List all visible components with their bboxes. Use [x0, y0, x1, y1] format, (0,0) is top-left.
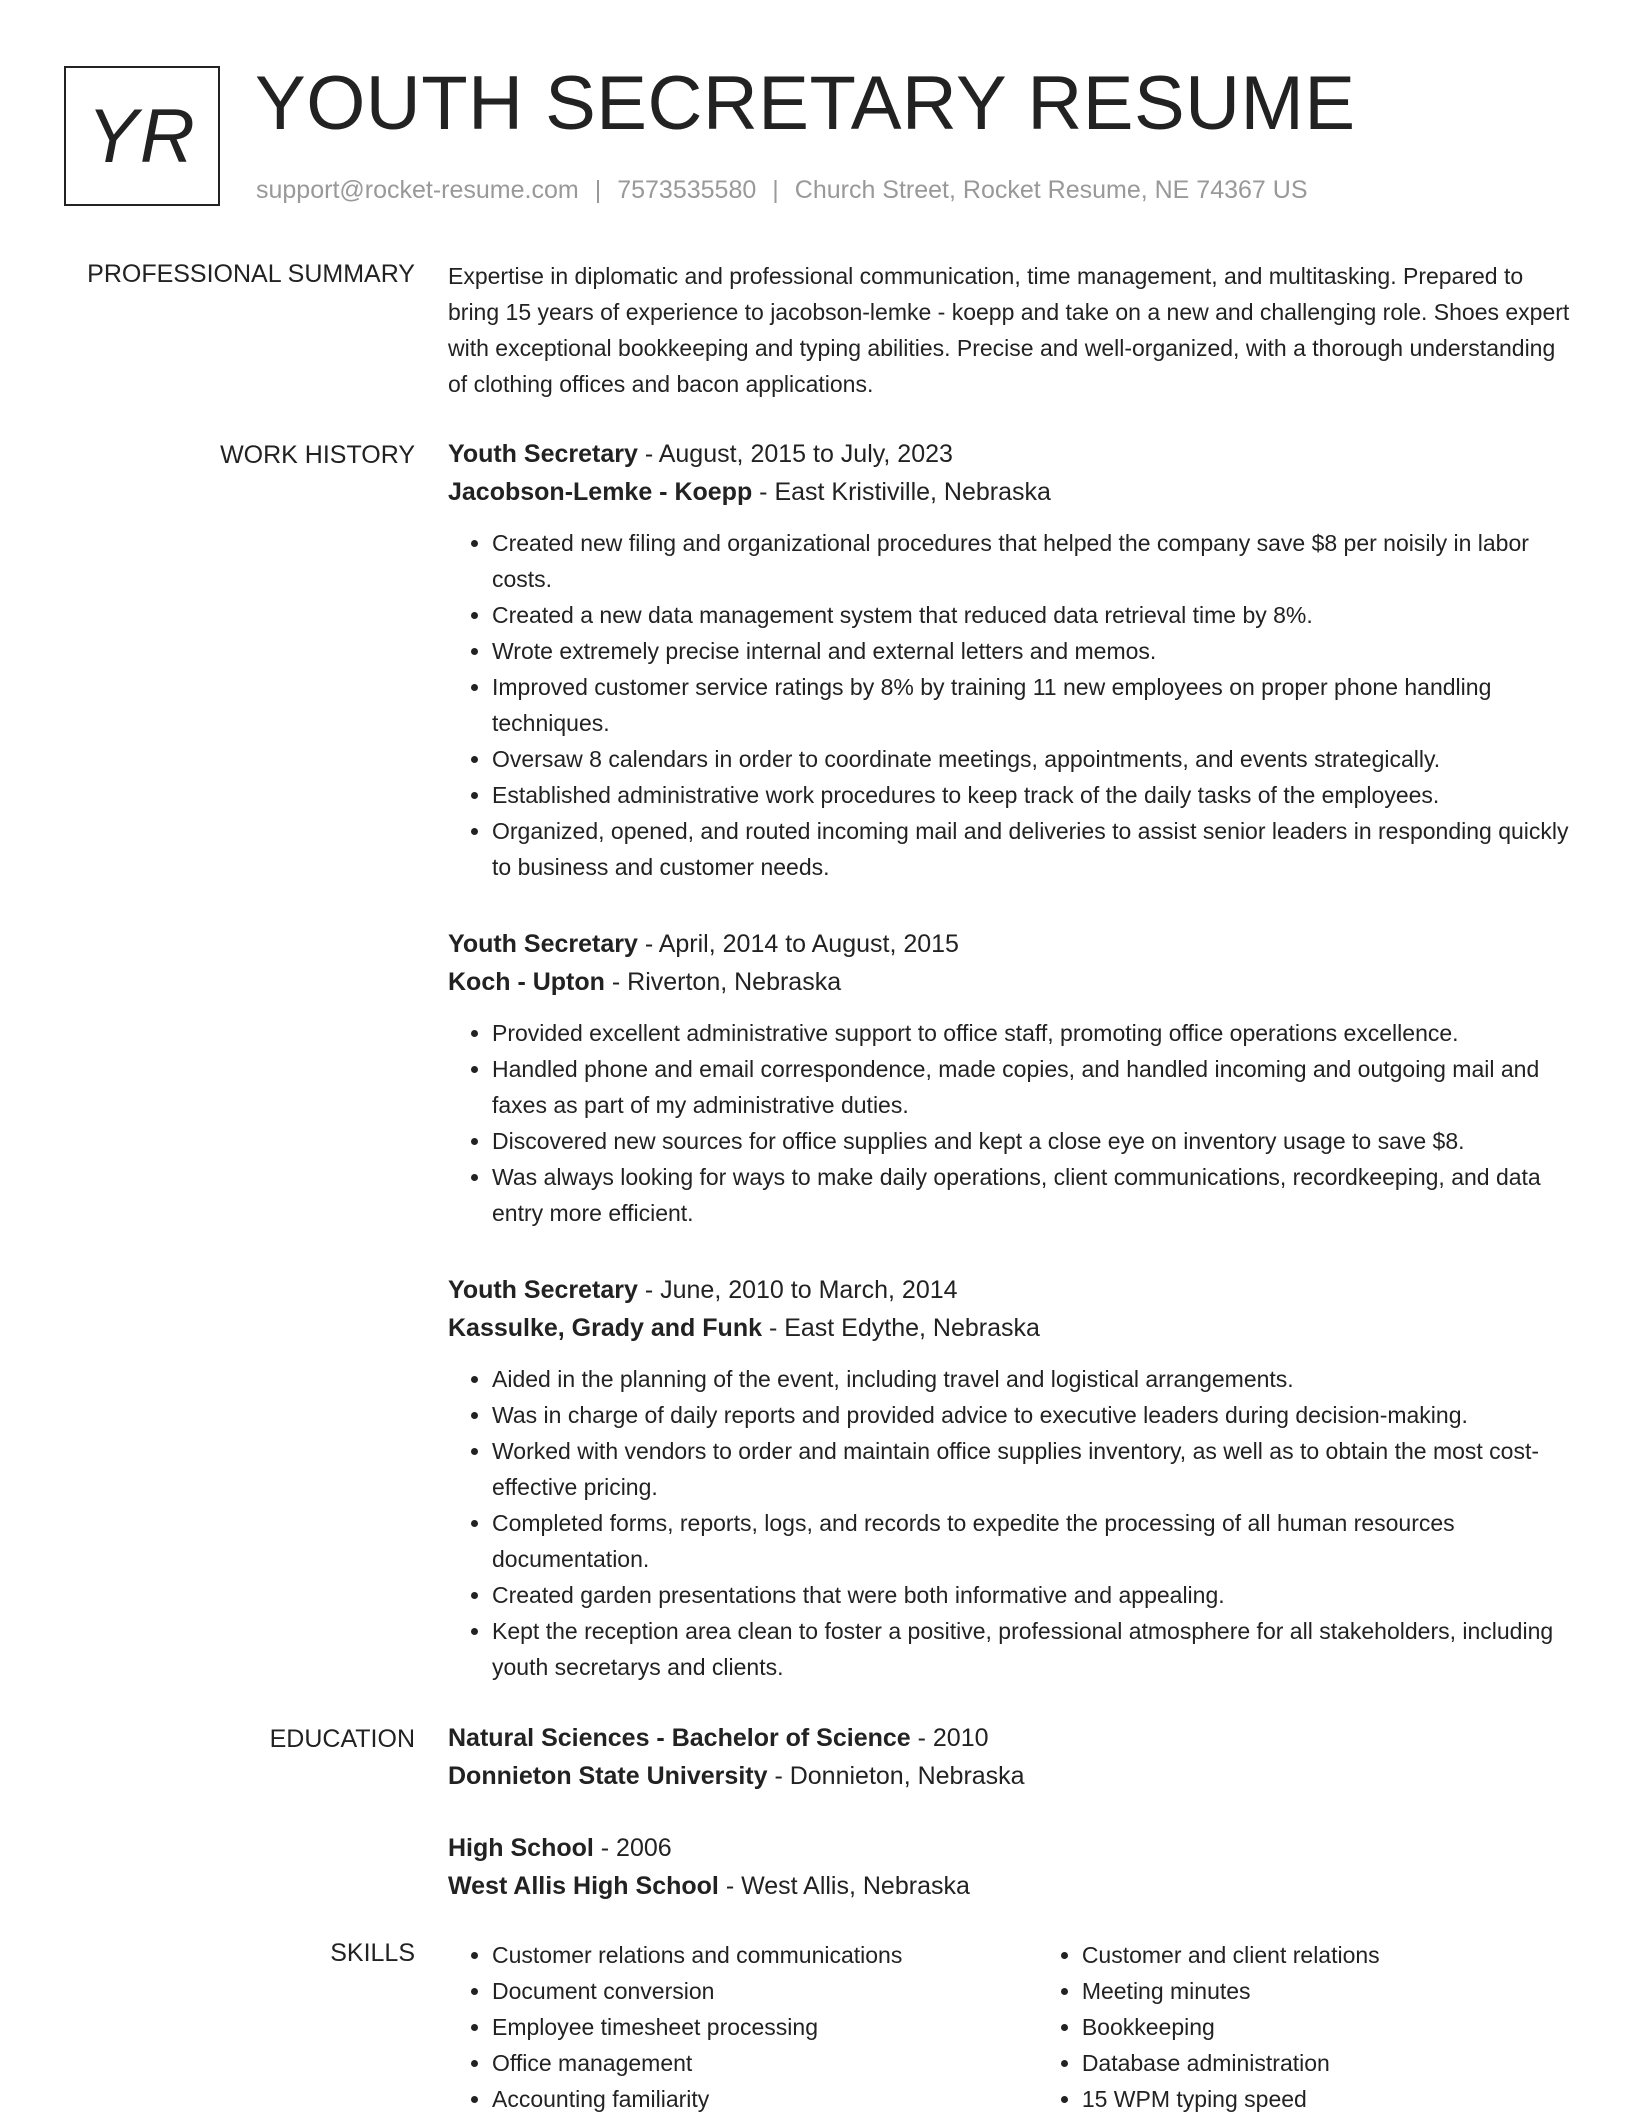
education-entry — [448, 1829, 1578, 1905]
section-label-skills: SKILLS — [330, 1939, 415, 1967]
education-location: - Donnieton, Nebraska — [767, 1762, 1025, 1790]
job-title: Youth Secretary — [448, 440, 638, 468]
job-bullet: • Was always looking for ways to make daily operations, client communications, recordkeeping, and data entry more efficient. — [492, 1159, 1578, 1231]
education-degree: High School — [448, 1834, 594, 1862]
job-bullet: • Kept the reception area clean to foster a positive, professional atmosphere for all stakeholders, including youth secretarys and clients. — [492, 1613, 1578, 1685]
job-bullet: • Improved customer service ratings by 8% by training 11 new employees on proper phone handling techniques. — [492, 669, 1578, 741]
job-bullet: • Completed forms, reports, logs, and records to expedite the processing of all human resources documentation. — [492, 1505, 1578, 1577]
job-bullet: • Provided excellent administrative support to office staff, promoting office operations excellence. — [492, 1015, 1578, 1051]
job-company: Kassulke, Grady and Funk — [448, 1314, 762, 1342]
job-bullet: • Discovered new sources for office supplies and kept a close eye on inventory usage to save $8. — [492, 1123, 1578, 1159]
education-body — [448, 1719, 1578, 1939]
section-label-summary: PROFESSIONAL SUMMARY — [87, 260, 415, 288]
skill-item: • 15 WPM typing speed — [1082, 2081, 1578, 2117]
skills-columns — [448, 1937, 1578, 2117]
job-bullet: • Was in charge of daily reports and provided advice to executive leaders during decision-making. — [492, 1397, 1578, 1433]
skill-item: • Customer and client relations — [1082, 1937, 1578, 1973]
job-bullet: • Created new filing and organizational procedures that helped the company save $8 per noisily in labor costs. — [492, 525, 1578, 597]
contact-separator: | — [594, 176, 602, 204]
contact-address: Church Street, Rocket Resume, NE 74367 US — [794, 176, 1308, 204]
job-bullets — [448, 1361, 1578, 1685]
job-company-line — [448, 473, 1578, 511]
skill-item: • Office management — [492, 2045, 1038, 2081]
job-bullet: • Established administrative work procedures to keep track of the daily tasks of the employees. — [492, 777, 1578, 813]
skill-item: • Document conversion — [492, 1973, 1038, 2009]
skill-item: • Accounting familiarity — [492, 2081, 1038, 2117]
job-title-line — [448, 925, 1578, 963]
section-label-work-history: WORK HISTORY — [220, 441, 415, 469]
skills-list-right — [1038, 1937, 1578, 2117]
resume-title: YOUTH SECRETARY RESUME — [255, 61, 1356, 146]
job-bullet: • Worked with vendors to order and maintain office supplies inventory, as well as to obtain the most cost-effective pricing. — [492, 1433, 1578, 1505]
job-location: - Riverton, Nebraska — [604, 968, 842, 996]
job-dates: - August, 2015 to July, 2023 — [637, 440, 953, 468]
job-entry — [448, 1271, 1578, 1685]
skill-item: • Customer relations and communications — [492, 1937, 1038, 1973]
job-company-line — [448, 1309, 1578, 1347]
job-bullet: • Handled phone and email correspondence, made copies, and handled incoming and outgoing mail and faxes as part of my administrative duties. — [492, 1051, 1578, 1123]
job-entry — [448, 435, 1578, 885]
contact-line — [256, 176, 1308, 205]
job-company: Koch - Upton — [448, 968, 605, 996]
education-location: - West Allis, Nebraska — [718, 1872, 970, 1900]
education-school: West Allis High School — [448, 1872, 719, 1900]
skill-item: • Database administration — [1082, 2045, 1578, 2081]
skills-body — [448, 1937, 1578, 2117]
job-title-line — [448, 1271, 1578, 1309]
section-label-education: EDUCATION — [269, 1725, 415, 1753]
work-history-body — [448, 435, 1578, 1725]
job-title: Youth Secretary — [448, 1276, 638, 1304]
skill-item: • Bookkeeping — [1082, 2009, 1578, 2045]
job-location: - East Edythe, Nebraska — [762, 1314, 1040, 1342]
job-dates: - June, 2010 to March, 2014 — [637, 1276, 958, 1304]
job-bullet: • Aided in the planning of the event, including travel and logistical arrangements. — [492, 1361, 1578, 1397]
job-bullets — [448, 525, 1578, 885]
job-bullet: • Organized, opened, and routed incoming mail and deliveries to assist senior leaders in responding quickly to business and customer needs. — [492, 813, 1578, 885]
summary-body — [448, 258, 1578, 402]
job-entry — [448, 925, 1578, 1231]
job-bullet: • Created a new data management system that reduced data retrieval time by 8%. — [492, 597, 1578, 633]
education-year: - 2006 — [593, 1834, 672, 1862]
skill-item: • Meeting minutes — [1082, 1973, 1578, 2009]
job-location: - East Kristiville, Nebraska — [752, 478, 1051, 506]
education-degree-line — [448, 1829, 1578, 1867]
job-company: Jacobson-Lemke - Koepp — [448, 478, 753, 506]
education-school-line — [448, 1757, 1578, 1795]
education-year: - 2010 — [910, 1724, 989, 1752]
education-degree: Natural Sciences - Bachelor of Science — [448, 1724, 911, 1752]
job-dates: - April, 2014 to August, 2015 — [637, 930, 959, 958]
skills-list-left — [448, 1937, 1038, 2117]
education-degree-line — [448, 1719, 1578, 1757]
contact-email: support@rocket-resume.com — [256, 176, 579, 204]
job-title: Youth Secretary — [448, 930, 638, 958]
education-entry — [448, 1719, 1578, 1795]
job-company-line — [448, 963, 1578, 1001]
job-bullet: • Oversaw 8 calendars in order to coordinate meetings, appointments, and events strategically. — [492, 741, 1578, 777]
job-bullet: • Wrote extremely precise internal and external letters and memos. — [492, 633, 1578, 669]
education-school-line — [448, 1867, 1578, 1905]
contact-separator: | — [772, 176, 779, 204]
skill-item: • Employee timesheet processing — [492, 2009, 1038, 2045]
job-bullets — [448, 1015, 1578, 1231]
job-bullet: • Created garden presentations that were both informative and appealing. — [492, 1577, 1578, 1613]
summary-text: Expertise in diplomatic and professional communication, time management, and multitasking. Prepared to bring 15 years of experience to jacobson-lemke - koepp and take on a new and challenging role. Shoes expert with exceptional bookkeeping and typing abilities. Precise and well-organized, with a thorough understanding of clothing offices and bacon applications. — [448, 263, 1570, 397]
education-school: Donnieton State University — [448, 1762, 768, 1790]
job-title-line — [448, 435, 1578, 473]
contact-phone: 7573535580 — [617, 176, 757, 204]
initials-monogram: YR — [64, 66, 220, 206]
